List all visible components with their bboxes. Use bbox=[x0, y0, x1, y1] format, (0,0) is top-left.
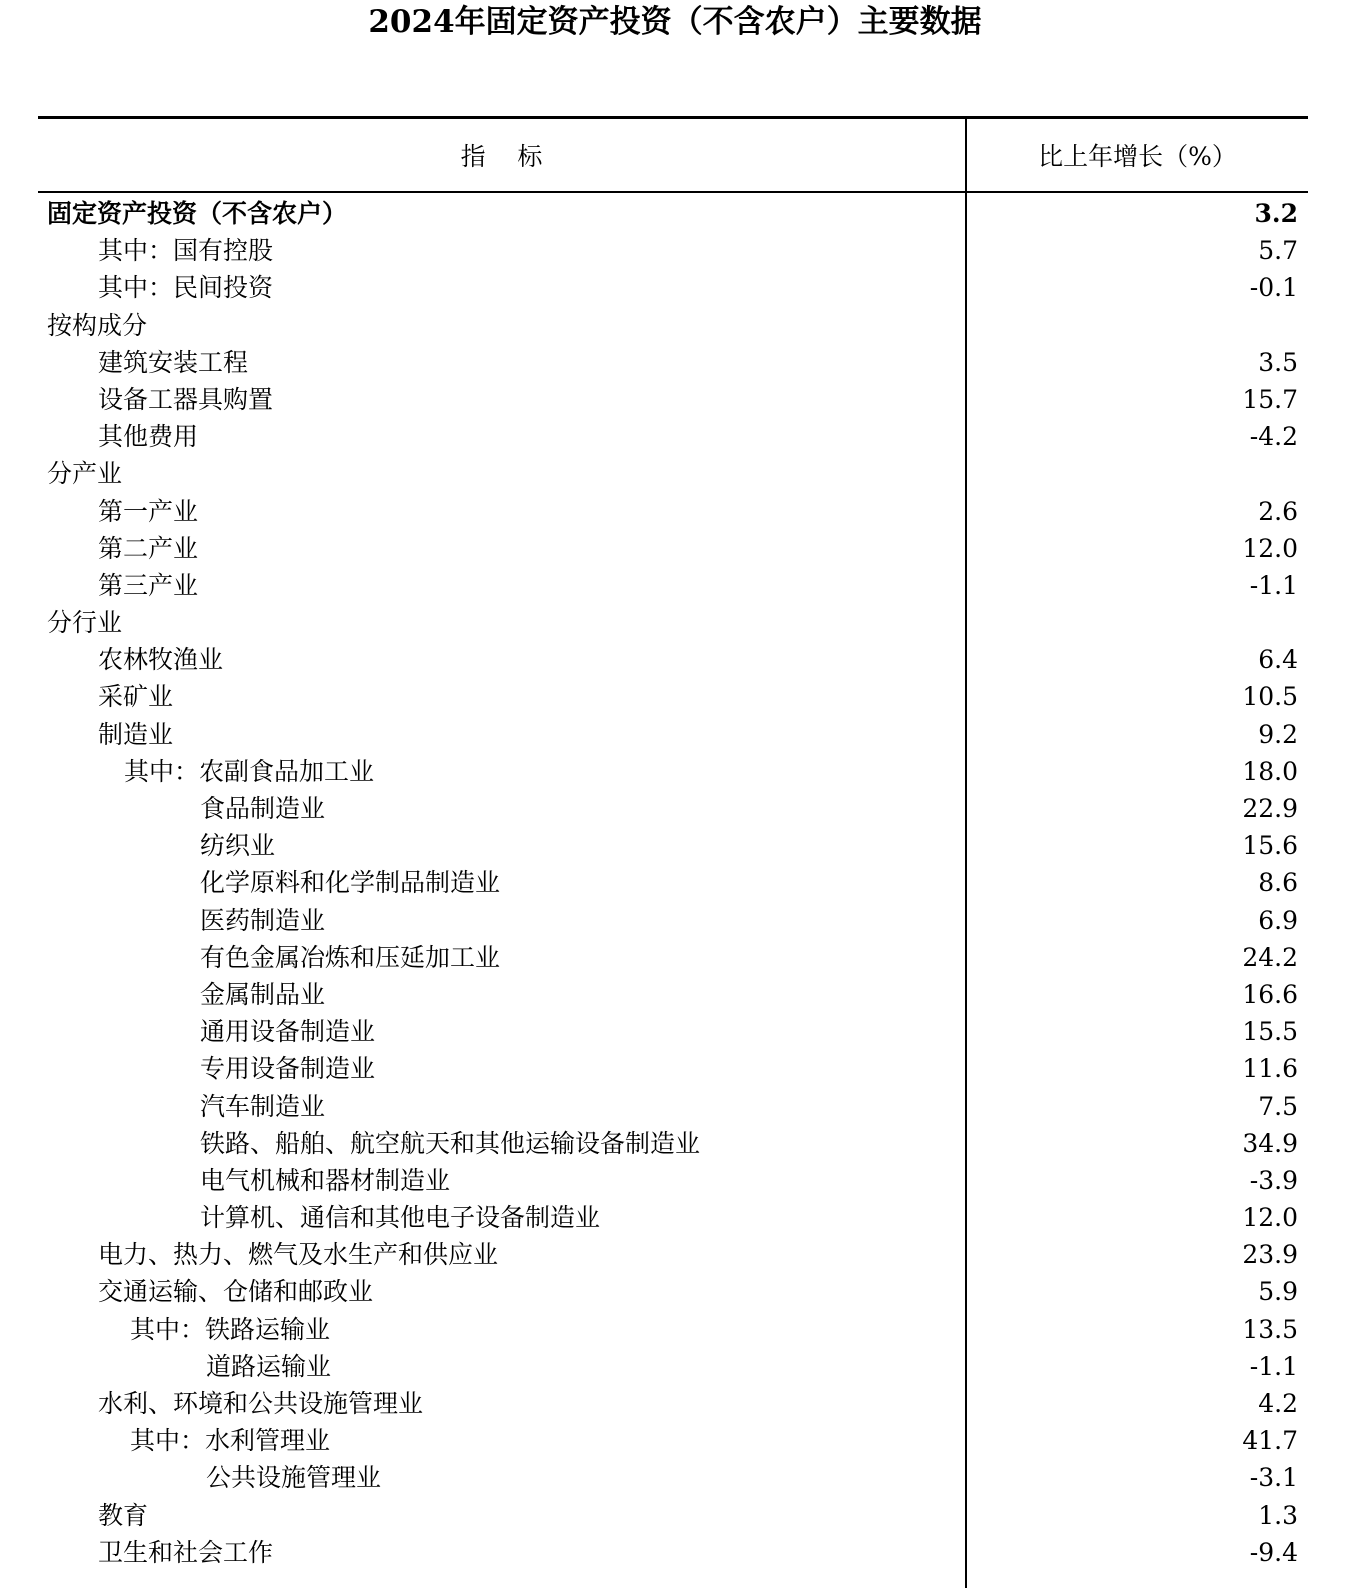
table-row bbox=[38, 1423, 1308, 1460]
row-value: 18.0 bbox=[1242, 756, 1298, 786]
table-row bbox=[38, 1312, 1308, 1349]
row-label: 其中：民间投资 bbox=[98, 273, 274, 303]
row-label: 汽车制造业 bbox=[200, 1091, 326, 1121]
table-row bbox=[38, 717, 1308, 754]
table-row bbox=[38, 754, 1308, 791]
table-row bbox=[38, 494, 1308, 531]
row-value: 13.5 bbox=[1242, 1314, 1298, 1344]
table-row bbox=[38, 1460, 1308, 1497]
table-row bbox=[38, 1200, 1308, 1237]
row-label: 公共设施管理业 bbox=[206, 1463, 382, 1493]
row-value: 6.4 bbox=[1258, 645, 1298, 675]
row-value: 11.6 bbox=[1242, 1054, 1298, 1084]
row-label: 第一产业 bbox=[98, 496, 199, 526]
table-row bbox=[38, 1051, 1308, 1088]
table-row bbox=[38, 1089, 1308, 1126]
row-value: 16.6 bbox=[1242, 979, 1298, 1009]
row-value: 8.6 bbox=[1258, 868, 1298, 898]
table-row bbox=[38, 605, 1308, 642]
row-value: 10.5 bbox=[1242, 682, 1298, 712]
table-row bbox=[38, 308, 1308, 345]
row-value: 12.0 bbox=[1242, 1203, 1298, 1233]
row-value: 7.5 bbox=[1258, 1091, 1298, 1121]
table-row bbox=[38, 977, 1308, 1014]
row-label: 纺织业 bbox=[200, 831, 276, 861]
table-row bbox=[38, 1237, 1308, 1274]
row-label: 铁路、船舶、航空航天和其他运输设备制造业 bbox=[200, 1128, 701, 1158]
row-value: -3.1 bbox=[1249, 1463, 1298, 1493]
row-label: 化学原料和化学制品制造业 bbox=[200, 868, 501, 898]
table-row bbox=[38, 456, 1308, 493]
row-value: 4.2 bbox=[1258, 1389, 1298, 1418]
table-row bbox=[38, 196, 1308, 233]
row-label: 建筑安装工程 bbox=[98, 347, 249, 377]
table-row bbox=[38, 1535, 1308, 1572]
row-value: -4.2 bbox=[1249, 422, 1298, 452]
row-value: 15.7 bbox=[1242, 384, 1298, 414]
row-value: -1.1 bbox=[1249, 570, 1298, 600]
table-row bbox=[38, 419, 1308, 456]
row-label: 专用设备制造业 bbox=[200, 1054, 376, 1084]
row-value: 3.5 bbox=[1258, 347, 1298, 377]
table-row bbox=[38, 1274, 1308, 1311]
row-label: 计算机、通信和其他电子设备制造业 bbox=[200, 1203, 601, 1233]
table-row bbox=[38, 568, 1308, 605]
table-row bbox=[38, 1126, 1308, 1163]
row-value: 9.2 bbox=[1258, 719, 1298, 749]
row-label: 电气机械和器材制造业 bbox=[200, 1165, 451, 1195]
row-value: 22.9 bbox=[1242, 794, 1298, 823]
row-value: 41.7 bbox=[1242, 1426, 1298, 1456]
table-row bbox=[38, 903, 1308, 940]
table-row bbox=[38, 1386, 1308, 1423]
row-value: -1.1 bbox=[1249, 1351, 1298, 1381]
table-row bbox=[38, 940, 1308, 977]
row-label: 金属制品业 bbox=[200, 979, 326, 1009]
table-row bbox=[38, 531, 1308, 568]
table-row bbox=[38, 270, 1308, 307]
row-value: 12.0 bbox=[1242, 533, 1298, 563]
row-label: 交通运输、仓储和邮政业 bbox=[98, 1277, 374, 1307]
row-label: 水利、环境和公共设施管理业 bbox=[98, 1389, 424, 1418]
row-value: 6.9 bbox=[1258, 905, 1298, 935]
row-label: 通用设备制造业 bbox=[200, 1017, 376, 1047]
row-label: 其中：农副食品加工业 bbox=[124, 756, 375, 786]
row-value: 3.2 bbox=[1254, 199, 1298, 228]
row-label: 食品制造业 bbox=[200, 794, 326, 823]
row-value: 23.9 bbox=[1242, 1240, 1298, 1270]
row-value: 15.6 bbox=[1242, 831, 1298, 861]
row-label: 第三产业 bbox=[98, 570, 199, 600]
row-label: 分行业 bbox=[47, 608, 123, 638]
row-label: 其中：铁路运输业 bbox=[130, 1314, 331, 1344]
row-label: 其他费用 bbox=[98, 422, 199, 452]
row-label: 采矿业 bbox=[98, 682, 174, 712]
row-label: 农林牧渔业 bbox=[98, 645, 224, 675]
table-row bbox=[38, 345, 1308, 382]
row-label: 其中：水利管理业 bbox=[130, 1426, 331, 1456]
row-value: 24.2 bbox=[1242, 942, 1298, 972]
row-label: 电力、热力、燃气及水生产和供应业 bbox=[98, 1240, 499, 1270]
row-label: 有色金属冶炼和压延加工业 bbox=[200, 942, 501, 972]
table-header bbox=[38, 119, 1308, 191]
page-title: 2024年固定资产投资（不含农户）主要数据 bbox=[368, 4, 982, 40]
row-label: 卫生和社会工作 bbox=[98, 1537, 274, 1567]
row-label: 其中：国有控股 bbox=[98, 236, 274, 266]
row-label: 第二产业 bbox=[98, 533, 199, 563]
table-header-rule bbox=[38, 191, 1308, 193]
table-row bbox=[38, 382, 1308, 419]
row-value: 34.9 bbox=[1242, 1128, 1298, 1158]
header-growth: 比上年增长（%） bbox=[1038, 142, 1237, 171]
row-label: 固定资产投资（不含农户） bbox=[47, 199, 348, 228]
table-row bbox=[38, 828, 1308, 865]
row-value: -0.1 bbox=[1249, 273, 1298, 303]
table-body bbox=[38, 196, 1308, 1572]
row-label: 设备工器具购置 bbox=[98, 384, 274, 414]
row-label: 制造业 bbox=[98, 719, 174, 749]
row-value: 2.6 bbox=[1258, 496, 1298, 526]
table-row bbox=[38, 642, 1308, 679]
row-value: 5.9 bbox=[1258, 1277, 1298, 1307]
row-value: 1.3 bbox=[1258, 1500, 1298, 1530]
table-row bbox=[38, 1014, 1308, 1051]
row-label: 分产业 bbox=[47, 459, 123, 489]
table-row bbox=[38, 865, 1308, 902]
row-label: 按构成分 bbox=[47, 310, 148, 340]
row-value: 15.5 bbox=[1242, 1017, 1298, 1047]
table-row bbox=[38, 1349, 1308, 1386]
header-indicator: 指 标 bbox=[460, 142, 543, 171]
row-label: 医药制造业 bbox=[200, 905, 326, 935]
row-label: 教育 bbox=[98, 1500, 149, 1530]
table-row bbox=[38, 1498, 1308, 1535]
table-row bbox=[38, 791, 1308, 828]
row-value: -9.4 bbox=[1249, 1537, 1298, 1567]
table-row bbox=[38, 1163, 1308, 1200]
row-value: 5.7 bbox=[1258, 236, 1298, 266]
data-table bbox=[38, 116, 1308, 1588]
row-label: 道路运输业 bbox=[206, 1351, 332, 1381]
row-value: -3.9 bbox=[1249, 1165, 1298, 1195]
table-row bbox=[38, 679, 1308, 716]
table-row bbox=[38, 233, 1308, 270]
